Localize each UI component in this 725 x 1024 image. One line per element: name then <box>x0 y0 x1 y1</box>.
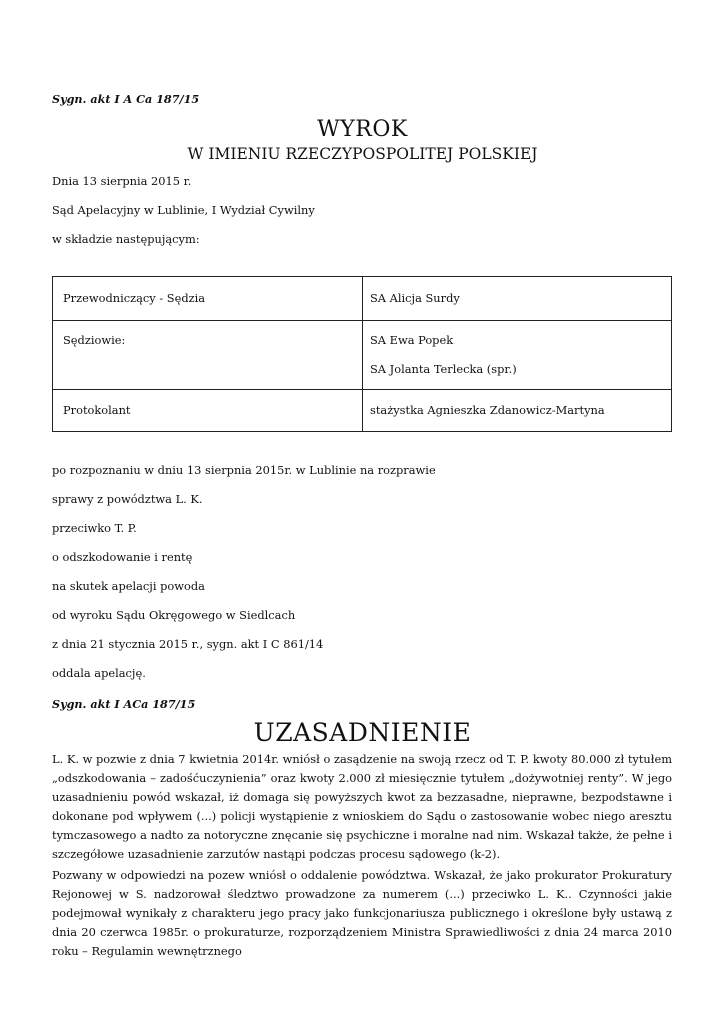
panel-role-judges: Sędziowie: <box>63 333 126 347</box>
justification-title: UZASADNIENIE <box>253 718 472 747</box>
court-name: Sąd Apelacyjny w Lublinie, I Wydział Cywilny <box>52 203 315 217</box>
justification-paragraph: Pozwany w odpowiedzi na pozew wniósł o oddalenie powództwa. Wskazał, że jako prokurator Prokuratury Rejonowej w S. nadzorował śledztwo prowadzone za numerem (...) przeciwko L. K.. Czynności jakie podejmował wynikały z charakteru jego pracy jako funkcjonariusza publicznego i określone były ustawą z dnia 20 czerwca 1985r. o prokuraturze, rozporządzeniem Ministra Sprawiedliwości z dnia 24 marca 2010 roku – Regulamin wewnętrznego <box>52 868 672 958</box>
panel-role-chair: Przewodniczący - Sędzia <box>63 291 206 305</box>
verdict-line: przeciwko T. P. <box>52 521 137 535</box>
case-signature-justification: Sygn. akt I ACa 187/15 <box>52 697 196 711</box>
verdict-line: sprawy z powództwa L. K. <box>52 492 203 506</box>
verdict-line: od wyroku Sądu Okręgowego w Siedlcach <box>52 608 296 622</box>
panel-name-clerk: stażystka Agnieszka Zdanowicz-Martyna <box>370 403 605 417</box>
verdict-title: WYROK <box>317 117 408 142</box>
verdict-line: oddala apelację. <box>52 666 146 680</box>
justification-paragraph: L. K. w pozwie z dnia 7 kwietnia 2014r. wniósł o zasądzenie na swoją rzecz od T. P. kwoty 80.000 zł tytułem „odszkodowania – zadośćuczynienia” oraz kwoty 2.000 zł miesięcznie tytułem „dożywotniej renty”. W jego uzasadnieniu powód wskazał, iż domaga się powyższych kwot za bezzasadne, nieprawne, bezpodstawne i dokonane pod wpływem (...) policji wystąpienie z wnioskiem do Sądu o zastosowanie wobec niego aresztu tymczasowego a nadto za notoryczne znęcanie się psychiczne i moralne nad nim. Wskazał także, że pełne i szczegółowe uzasadnienie zarzutów nastąpi podczas procesu sądowego (k-2). <box>52 752 672 861</box>
panel-row-divider <box>53 389 671 390</box>
panel-row-divider <box>53 320 671 321</box>
panel-column-divider <box>362 277 363 431</box>
panel-role-clerk: Protokolant <box>63 403 131 417</box>
verdict-line: o odszkodowanie i rentę <box>52 550 193 564</box>
verdict-date: Dnia 13 sierpnia 2015 r. <box>52 174 192 188</box>
composition-intro: w składzie następującym: <box>52 232 200 246</box>
verdict-line: z dnia 21 stycznia 2015 r., sygn. akt I C 861/14 <box>52 637 324 651</box>
verdict-line: na skutek apelacji powoda <box>52 579 205 593</box>
panel-name-chair: SA Alicja Surdy <box>370 291 460 305</box>
verdict-line: po rozpoznaniu w dniu 13 sierpnia 2015r. w Lublinie na rozprawie <box>52 463 436 477</box>
composition-panel <box>52 276 672 432</box>
verdict-subtitle: W IMIENIU RZECZYPOSPOLITEJ POLSKIEJ <box>187 145 538 163</box>
panel-name-judge-1: SA Ewa Popek <box>370 333 454 347</box>
case-signature-top: Sygn. akt I A Ca 187/15 <box>52 92 200 106</box>
panel-name-judge-2: SA Jolanta Terlecka (spr.) <box>370 362 517 376</box>
